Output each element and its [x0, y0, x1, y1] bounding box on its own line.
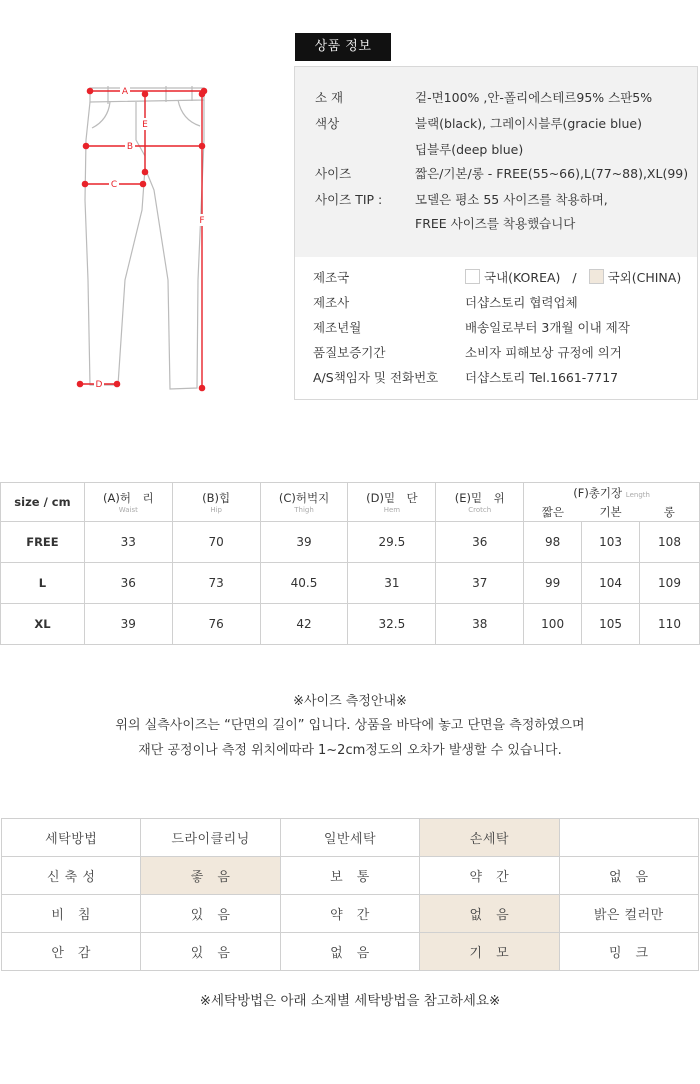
label-d: D — [95, 380, 103, 390]
care-option: 약 간 — [420, 857, 559, 895]
label-a: A — [121, 87, 129, 97]
care-label-stretch: 신 축 성 — [2, 857, 141, 895]
size-cell: 39 — [84, 604, 172, 645]
size-cell: 73 — [172, 563, 260, 604]
care-option-selected: 손세탁 — [420, 819, 559, 857]
care-label-sheer: 비 침 — [2, 895, 141, 933]
size-row-label: XL — [1, 604, 85, 645]
length-long: 롱 — [640, 503, 700, 522]
product-spec-panel — [295, 67, 697, 257]
length-short: 짧은 — [524, 503, 582, 522]
checkbox-domestic — [465, 269, 480, 284]
size-notice-title: ※사이즈 측정안내※ — [293, 694, 407, 709]
maker-label-date: 제조년월 — [313, 320, 362, 335]
size-row-label: FREE — [1, 522, 85, 563]
size-cell: 108 — [640, 522, 700, 563]
care-table — [1, 818, 699, 971]
size-table-corner: size / cm — [1, 483, 85, 522]
label-e: E — [142, 120, 148, 130]
size-cell: 29.5 — [348, 522, 436, 563]
size-notice-line-2: 재단 공정이나 측정 위치에따라 1~2cm정도의 오차가 발생할 수 있습니다. — [138, 743, 562, 758]
label-c: C — [110, 180, 118, 190]
care-option-selected: 좋 음 — [141, 857, 280, 895]
size-cell: 33 — [84, 522, 172, 563]
care-label-lining: 안 감 — [2, 933, 141, 971]
maker-label-warranty: 품질보증기간 — [313, 345, 386, 360]
size-cell: 104 — [582, 563, 640, 604]
maker-value-as: 더샵스토리 Tel.1661-7717 — [465, 370, 619, 385]
care-notice: ※세탁방법은 아래 소재별 세탁방법을 참고하세요※ — [199, 993, 501, 1009]
size-cell: 100 — [524, 604, 582, 645]
care-option: 보 통 — [280, 857, 419, 895]
product-info-box — [294, 66, 698, 400]
care-option: 밝은 컬러만 — [559, 895, 698, 933]
spec-label-size-tip: 사이즈 TIP : — [315, 192, 383, 207]
care-option-selected: 기 모 — [420, 933, 559, 971]
size-table — [0, 482, 700, 645]
size-cell: 36 — [84, 563, 172, 604]
size-header-crotch: (E)밑 위 Crotch — [436, 483, 524, 522]
size-cell: 99 — [524, 563, 582, 604]
label-b: B — [126, 142, 134, 152]
spec-label-color: 색상 — [315, 116, 340, 131]
size-cell: 39 — [260, 522, 348, 563]
size-cell: 31 — [348, 563, 436, 604]
size-cell: 70 — [172, 522, 260, 563]
spec-value-color-2: 딥블루(deep blue) — [415, 142, 524, 157]
size-header-hip: (B)힙 Hip — [172, 483, 260, 522]
spec-value-color: 블랙(black), 그레이시블루(gracie blue) — [415, 116, 642, 131]
care-option: 없 음 — [280, 933, 419, 971]
size-header-length: (F)총기장 Length — [524, 483, 700, 503]
origin-foreign: 국외(CHINA) — [607, 270, 682, 285]
size-cell: 76 — [172, 604, 260, 645]
maker-label-as: A/S책임자 및 전화번호 — [313, 370, 439, 385]
maker-value-warranty: 소비자 피해보상 규정에 의거 — [465, 345, 622, 360]
care-label-wash: 세탁방법 — [2, 819, 141, 857]
checkbox-foreign — [589, 269, 604, 284]
size-cell: 103 — [582, 522, 640, 563]
size-cell: 105 — [582, 604, 640, 645]
spec-label-size: 사이즈 — [315, 166, 352, 181]
care-option — [559, 819, 698, 857]
product-info-title: 상품 정보 — [295, 33, 391, 61]
size-cell: 32.5 — [348, 604, 436, 645]
size-cell: 40.5 — [260, 563, 348, 604]
size-header-thigh: (C)허벅지 Thigh — [260, 483, 348, 522]
origin-separator: / — [572, 270, 577, 285]
spec-value-size: 짧은/기본/롱 - FREE(55~66),L(77~88),XL(99) — [415, 166, 689, 181]
size-notice-line-1: 위의 실측사이즈는 “단면의 길이” 입니다. 상품을 바닥에 놓고 단면을 측정하였으며 — [115, 718, 585, 733]
maker-value-date: 배송일로부터 3개월 이내 제작 — [465, 320, 630, 335]
length-regular: 기본 — [582, 503, 640, 522]
size-cell: 37 — [436, 563, 524, 604]
origin-domestic: 국내(KOREA) — [484, 270, 561, 285]
spec-value-size-tip: 모델은 평소 55 사이즈를 착용하며, — [415, 192, 608, 207]
care-option: 약 간 — [280, 895, 419, 933]
care-option: 없 음 — [559, 857, 698, 895]
size-cell: 109 — [640, 563, 700, 604]
size-cell: 38 — [436, 604, 524, 645]
size-row-label: L — [1, 563, 85, 604]
care-option: 있 음 — [141, 933, 280, 971]
label-f: F — [199, 216, 205, 226]
care-option: 있 음 — [141, 895, 280, 933]
size-cell: 110 — [640, 604, 700, 645]
maker-label-manufacturer: 제조사 — [313, 295, 350, 310]
size-cell: 98 — [524, 522, 582, 563]
maker-label-origin: 제조국 — [313, 270, 350, 285]
spec-value-material: 겉-면100% ,안-폴리에스테르95% 스판5% — [415, 90, 653, 105]
spec-label-material: 소 재 — [315, 90, 344, 105]
care-option: 일반세탁 — [280, 819, 419, 857]
care-option: 드라이클리닝 — [141, 819, 280, 857]
size-header-hem: (D)밑 단 Hem — [348, 483, 436, 522]
care-option-selected: 없 음 — [420, 895, 559, 933]
maker-value-manufacturer: 더샵스토리 협력업체 — [465, 295, 578, 310]
pants-measurement-diagram — [70, 80, 220, 400]
maker-value-origin — [465, 269, 681, 287]
size-header-waist: (A)허 리 Waist — [84, 483, 172, 522]
care-option: 밍 크 — [559, 933, 698, 971]
size-cell: 42 — [260, 604, 348, 645]
spec-value-size-tip-2: FREE 사이즈를 착용했습니다 — [415, 216, 576, 231]
size-cell: 36 — [436, 522, 524, 563]
